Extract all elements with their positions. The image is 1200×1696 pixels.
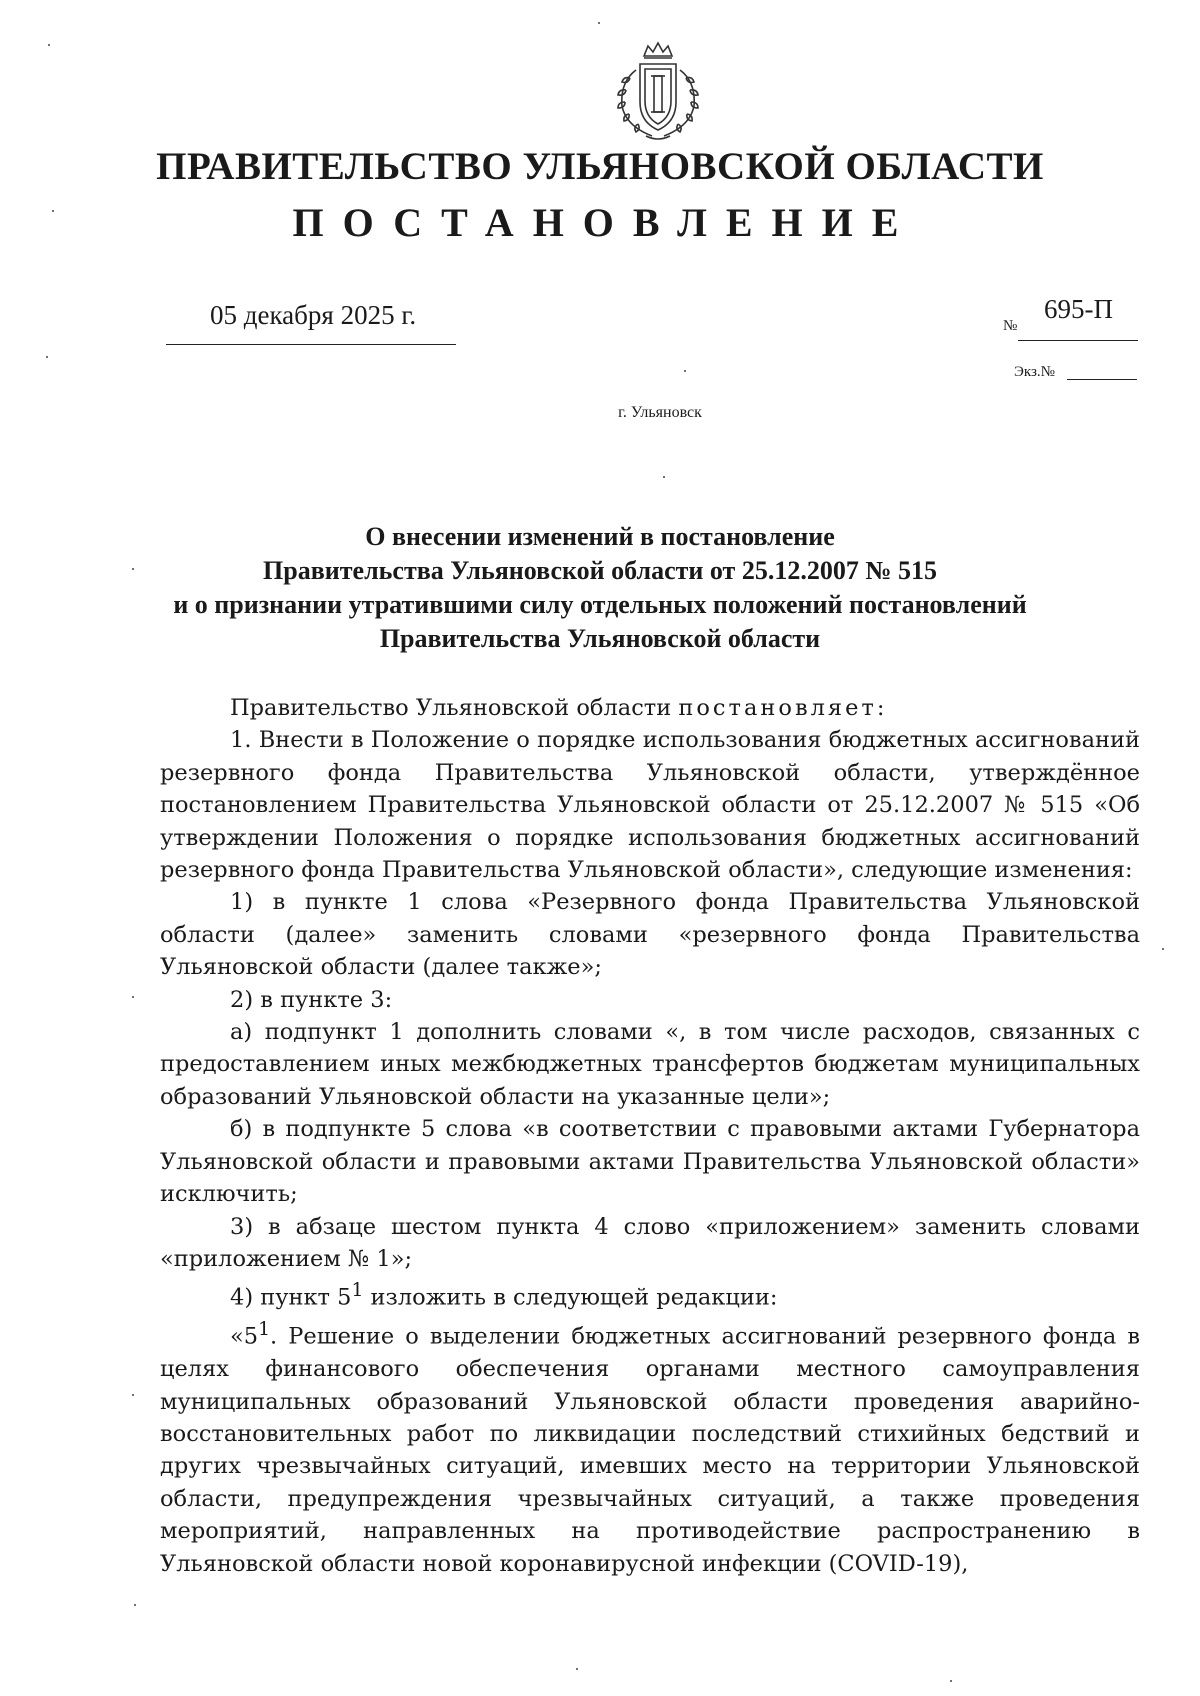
scan-speck	[598, 22, 600, 24]
intro-prefix: Правительство Ульяновской области	[230, 695, 679, 721]
scan-speck	[132, 1394, 134, 1396]
p8-prefix: «5	[230, 1323, 259, 1350]
title-line: Правительства Ульяновской области от 25.12.2007 № 515	[263, 556, 937, 585]
scan-speck	[132, 996, 134, 998]
body-paragraph	[160, 1314, 1140, 1580]
scan-speck	[663, 476, 665, 478]
body-paragraph: 1) в пункте 1 слова «Резервного фонда Правительства Ульяновской области (далее» заменить словами «резервного фонда Правительства Ульяновской области (далее также»;	[160, 889, 1140, 981]
scan-speck	[134, 1604, 136, 1606]
body-paragraph: б) в подпункте 5 слова «в соответствии с правовыми актами Губернатора Ульяновской области и правовыми актами Правительства Ульяновской области» исключить;	[160, 1116, 1140, 1208]
body-paragraph: 2) в пункте 3:	[230, 986, 393, 1013]
copy-number-underline	[1067, 379, 1137, 380]
body-intro	[160, 692, 1140, 724]
scan-speck	[950, 1680, 952, 1682]
p8-suffix: . Решение о выделении бюджетных ассигнований резервного фонда в целях финансового обеспечения органами местного самоуправления муниципальных образований Ульяновской области проведения аварийно-восстановительных работ по ликвидации последствий стихийных бедствий и других чрезвычайных ситуаций, имевших место на территории Ульяновской области, предупреждения чрезвычайных ситуаций, а также проведения мероприятий, направленных на противодействие распространению в Ульяновской области новой коронавирусной инфекции (COVID-19),	[160, 1323, 1140, 1577]
number-underline	[1018, 340, 1138, 341]
scan-speck	[576, 1668, 578, 1670]
document-number: 695-П	[1044, 294, 1113, 324]
intro-verb: постановляет:	[678, 695, 888, 721]
scan-speck	[46, 356, 48, 358]
scan-speck	[48, 44, 50, 46]
organization-name: ПРАВИТЕЛЬСТВО УЛЬЯНОВСКОЙ ОБЛАСТИ	[156, 145, 1044, 188]
number-label: №	[1003, 318, 1018, 334]
title-line: О внесении изменений в постановление	[365, 522, 835, 551]
scan-speck	[132, 568, 134, 570]
scan-speck	[1162, 948, 1164, 950]
p7-prefix: 4) пункт 5	[230, 1284, 352, 1311]
title-line: и о признании утратившими силу отдельных положений постановлений	[173, 590, 1027, 619]
document-title	[0, 520, 1200, 656]
document-date: 05 декабря 2025 г.	[210, 300, 417, 330]
date-underline	[166, 344, 456, 345]
p8-superscript: 1	[258, 1319, 271, 1341]
body-paragraph: а) подпункт 1 дополнить словами «, в том числе расходов, связанных с предоставлением иных межбюджетных трансфертов бюджетам муниципальных образований Ульяновской области на указанные цели»;	[160, 1019, 1140, 1110]
coat-of-arms-emblem	[608, 40, 708, 144]
title-line: Правительства Ульяновской области	[379, 624, 821, 653]
copy-number-label: Экз.№	[1014, 364, 1055, 380]
city: г. Ульяновск	[618, 404, 702, 421]
document-type: ПОСТАНОВЛЕНИЕ	[292, 200, 918, 245]
body-paragraph: 3) в абзаце шестом пункта 4 слово «приложением» заменить словами «приложением № 1»;	[160, 1213, 1140, 1272]
p7-superscript: 1	[351, 1280, 364, 1302]
body-paragraph: 1. Внести в Положение о порядке использования бюджетных ассигнований резервного фонда Правительства Ульяновской области, утверждённое постановлением Правительства Ульяновской области от 25.12.2007 № 515 «Об утверждении Положения о порядке использования бюджетных ассигнований резервного фонда Правительства Ульяновской области», следующие изменения:	[160, 727, 1140, 884]
document-body	[160, 692, 1140, 1580]
body-paragraph	[160, 1275, 1140, 1314]
p7-suffix: изложить в следующей редакции:	[363, 1284, 778, 1311]
scan-speck	[52, 210, 54, 212]
scan-speck	[684, 370, 686, 372]
